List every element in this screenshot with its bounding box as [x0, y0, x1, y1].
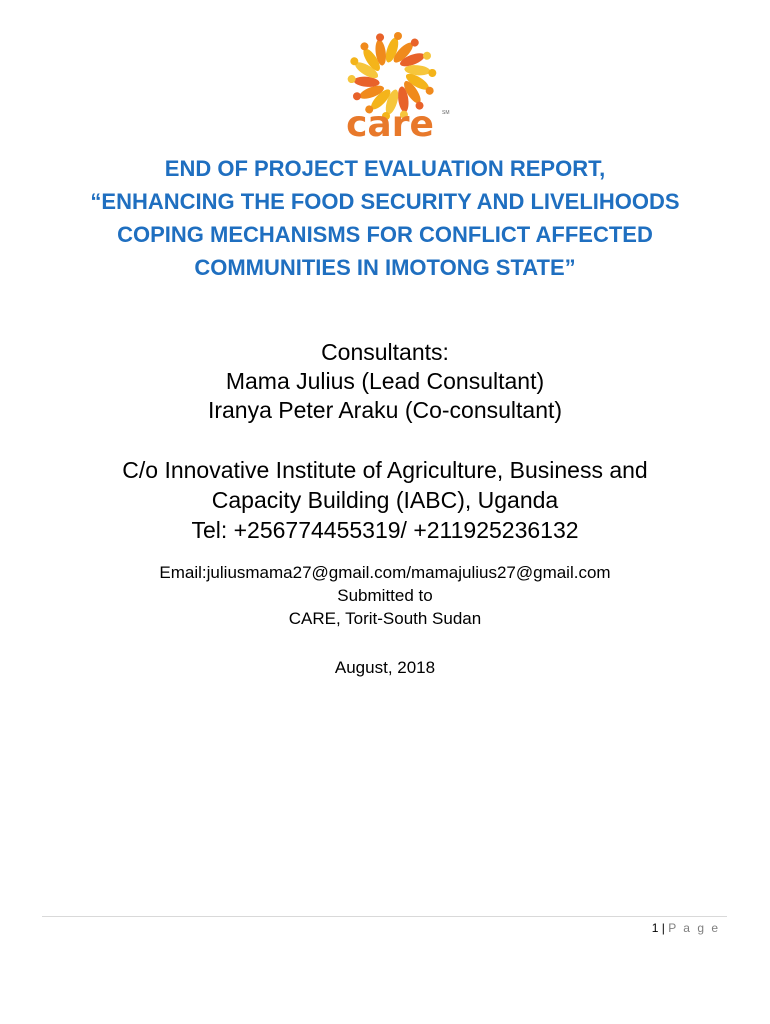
institute-line-1: C/o Innovative Institute of Agriculture, Business and	[122, 457, 648, 483]
footer-separator: |	[661, 921, 665, 935]
page-number: 1	[651, 921, 659, 935]
footer-divider	[42, 916, 727, 917]
affiliation-block	[20, 455, 750, 545]
email-addresses: Email:juliusmama27@gmail.com/mamajulius27@gmail.com	[159, 563, 611, 582]
care-logo	[320, 30, 470, 145]
consultants-heading: Consultants:	[321, 339, 449, 365]
service-mark: SM	[442, 110, 450, 116]
care-wordmark: care	[346, 104, 434, 145]
submitted-to-label: Submitted to	[337, 586, 433, 605]
title-line-1: END OF PROJECT EVALUATION REPORT,	[164, 156, 606, 181]
title-line-2: “ENHANCING THE FOOD SECURITY AND LIVELIHOODS	[90, 189, 680, 214]
institute-line-2: Capacity Building (IABC), Uganda	[211, 487, 559, 513]
page-label: P a g e	[668, 921, 720, 935]
submission-block	[20, 561, 750, 630]
report-title	[20, 152, 750, 284]
co-consultant: Iranya Peter Araku (Co-consultant)	[207, 397, 563, 423]
title-line-4: COMMUNITIES IN IMOTONG STATE”	[194, 255, 576, 280]
report-date: August, 2018	[334, 658, 436, 677]
page-footer	[652, 919, 720, 937]
telephone: Tel: +256774455319/ +211925236132	[191, 517, 579, 543]
title-line-3: COPING MECHANISMS FOR CONFLICT AFFECTED	[117, 222, 653, 247]
care-logo-graphic	[320, 30, 470, 145]
recipient: CARE, Torit-South Sudan	[288, 609, 482, 628]
consultants-block	[20, 338, 750, 425]
lead-consultant: Mama Julius (Lead Consultant)	[225, 368, 545, 394]
